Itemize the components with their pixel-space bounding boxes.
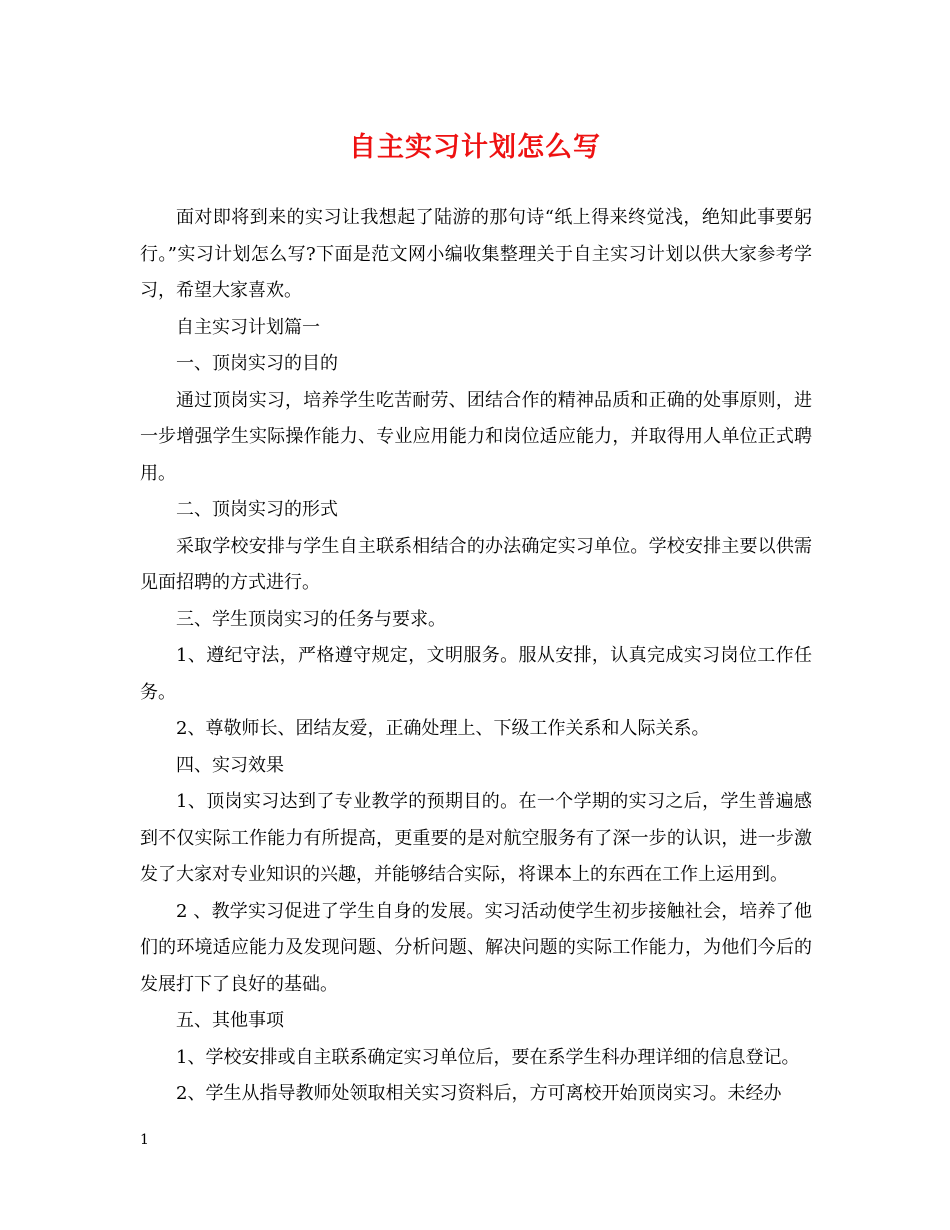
section-heading-purpose: 一、顶岗实习的目的 — [176, 353, 338, 374]
paragraph-other-1: 1、学校安排或自主联系确定实习单位后，要在系学生科办理详细的信息登记。 — [176, 1046, 800, 1068]
document-body — [140, 200, 812, 1113]
paragraph-effect-2: 2 、教学实习促进了学生自身的发展。实习活动使学生初步接触社会，培养了他们的环境适应能力及发现问题、分析问题、解决问题的实际工作能力，为他们今后的发展打下了良好的基础。 — [140, 900, 812, 995]
paragraph-form: 采取学校安排与学生自主联系相结合的办法确定实习单位。学校安排主要以供需见面招聘的方式进行。 — [140, 535, 812, 593]
section-heading-plan-one: 自主实习计划篇一 — [176, 316, 320, 338]
document-title: 自主实习计划怎么写 — [349, 132, 601, 163]
paragraph-other-2: 2、学生从指导教师处领取相关实习资料后，方可离校开始顶岗实习。未经办 — [176, 1083, 782, 1104]
section-heading-tasks: 三、学生顶岗实习的任务与要求。 — [176, 608, 446, 630]
paragraph-intro: 面对即将到来的实习让我想起了陆游的那句诗“纸上得来终觉浅，绝知此事要躬行。”实习计划怎么写?下面是范文网小编收集整理关于自主实习计划以供大家参考学习，希望大家喜欢。 — [140, 207, 812, 301]
paragraph-effect-1: 1、顶岗实习达到了专业教学的预期目的。在一个学期的实习之后，学生普遍感到不仅实际工作能力有所提高，更重要的是对航空服务有了深一步的认识，进一步激发了大家对专业知识的兴趣，并能够结合实际，将课本上的东西在工作上运用到。 — [140, 791, 812, 885]
page-number: 1 — [140, 1132, 149, 1148]
section-heading-effects: 四、实习效果 — [176, 754, 284, 776]
paragraph-task-1: 1、遵纪守法，严格遵守规定，文明服务。服从安排，认真完成实习岗位工作任务。 — [140, 645, 812, 703]
section-heading-other: 五、其他事项 — [176, 1010, 284, 1031]
section-heading-form: 二、顶岗实习的形式 — [176, 499, 338, 520]
paragraph-task-2: 2、尊敬师长、团结友爱，正确处理上、下级工作关系和人际关系。 — [176, 718, 710, 739]
paragraph-purpose: 通过顶岗实习，培养学生吃苦耐劳、团结合作的精神品质和正确的处事原则，进一步增强学生实际操作能力、专业应用能力和岗位适应能力，并取得用人单位正式聘用。 — [140, 389, 812, 484]
